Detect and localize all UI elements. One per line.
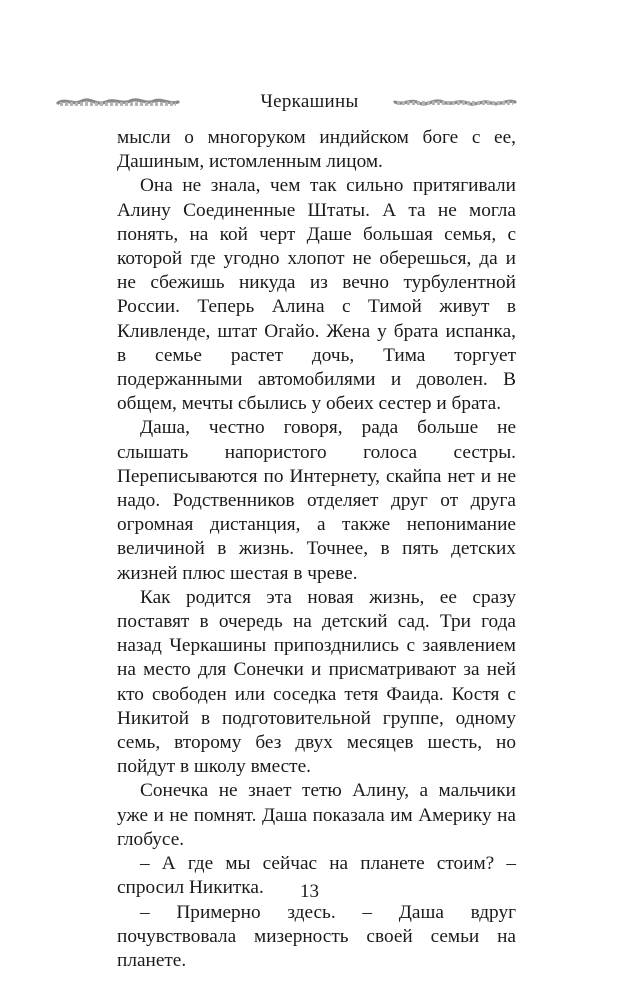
ornament-left-icon xyxy=(56,95,180,109)
ornament-right-icon xyxy=(393,95,517,109)
body-text xyxy=(117,126,516,973)
dialogue-line-1: – А где мы сейчас на планете стоим? – спросил Никитка. xyxy=(117,853,516,899)
running-head xyxy=(0,90,619,114)
paragraph-3: Даша, честно говоря, рада больше не слышать напористого голоса сестры. Переписываются по Интернету, скайпа нет и не надо. Родственников отделяет друг от друга огромная дистанция, а также непонимание величиной в жизнь. Точнее, в пять детских жизней плюс шестая в чреве. xyxy=(117,417,516,584)
page-number: 13 xyxy=(300,881,319,902)
paragraph-2: Она не знала, чем так сильно притягивали Алину Соединенные Штаты. А та не могла понять, на кой черт Даше большая семья, с которой где угодно хлопот не оберешься, да и не сбежишь никуда из вечно турбулентной России. Теперь Алина с Тимой живут в Кливленде, штат Огайо. Жена у брата испанка, в семье растет дочь, Тима торгует подержанными автомобилями и доволен. В общем, мечты сбылись у обеих сестер и брата. xyxy=(117,175,516,415)
paragraph-4: Как родится эта новая жизнь, ее сразу поставят в очередь на детский сад. Три года назад Черкашины припозднились с заявлением на место для Сонечки и присматривают за ней кто свободен или соседка тетя Фаида. Костя с Никитой в подготовительной группе, одному семь, второму без двух месяцев шесть, но пойдут в школу вместе. xyxy=(117,586,516,778)
dialogue-line-2: – Примерно здесь. – Даша вдруг почувствовала мизерность своей семьи на планете. xyxy=(117,901,516,971)
paragraph-5: Сонечка не знает тетю Алину, а мальчики уже и не помнят. Даша показала им Америку на глобусе. xyxy=(117,780,516,850)
running-head-title: Черкашины xyxy=(260,91,359,112)
paragraph-1: мысли о многоруком индийском боге с ее, Дашиным, истомленным лицом. xyxy=(117,127,516,173)
